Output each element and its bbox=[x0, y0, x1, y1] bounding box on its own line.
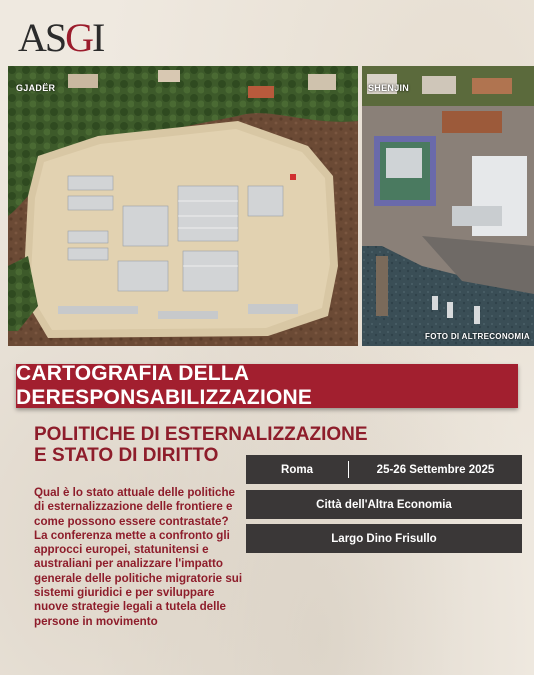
shenjin-label: SHENJIN bbox=[368, 83, 410, 93]
event-address-box bbox=[246, 524, 522, 553]
event-date-box bbox=[246, 455, 522, 484]
event-address: Largo Dino Frisullo bbox=[331, 532, 437, 545]
subtitle-line-1: POLITICHE DI ESTERNALIZZAZIONE bbox=[34, 424, 368, 445]
event-city: Roma bbox=[281, 463, 313, 476]
conference-description: Qual è lo stato attuale delle politiche di esternalizzazione delle frontiere e come possono essere contrastate? La conferenza mette a confronto gli approcci europei, statunitensi e australiani per analizzare l'impatto generale delle politiche migratorie sui sistemi giuridici e per sviluppare nuove strategie legali a tutela delle persone in movimento bbox=[34, 486, 243, 628]
asgi-logo: ASGI bbox=[18, 15, 104, 60]
title-banner bbox=[16, 364, 518, 408]
conference-title: CARTOGRAFIA DELLA DERESPONSABILIZZAZIONE bbox=[16, 362, 313, 409]
subtitle-line-2: E STATO DI DIRITTO bbox=[34, 445, 219, 466]
event-venue-box bbox=[246, 490, 522, 519]
event-date: 25-26 Settembre 2025 bbox=[376, 463, 495, 476]
event-venue: Città dell'Altra Economia bbox=[316, 498, 452, 511]
shenjin-aerial-photo bbox=[362, 66, 534, 346]
gjader-aerial-photo bbox=[8, 66, 358, 346]
photo-credit: FOTO DI ALTRECONOMIA bbox=[425, 332, 530, 341]
gjader-label: GJADËR bbox=[16, 83, 56, 93]
